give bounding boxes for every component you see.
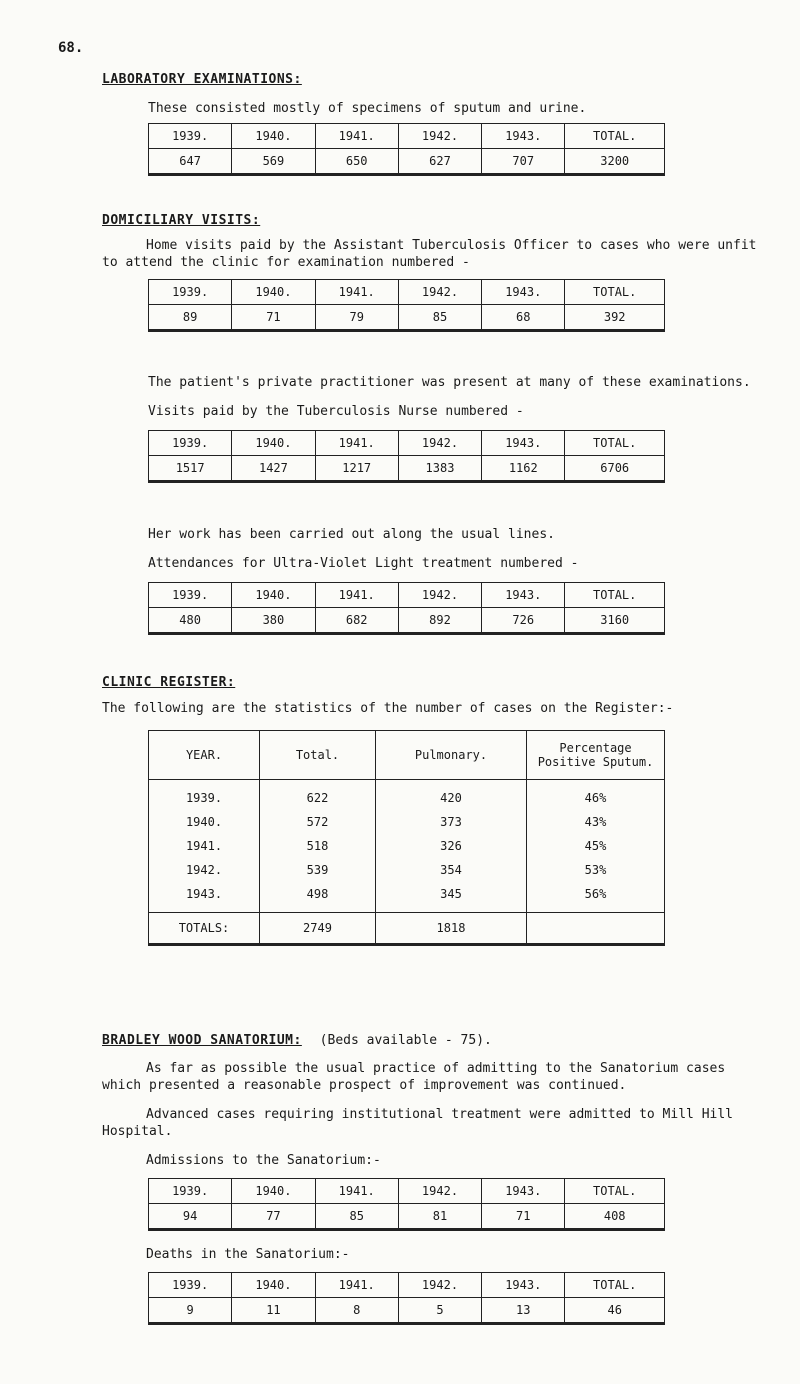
- year-cell: 1939.: [149, 780, 260, 811]
- nurse-visits-table: [148, 430, 665, 483]
- header-cell: 1943.: [482, 583, 565, 608]
- header-cell: TOTAL.: [565, 280, 665, 305]
- header-cell: 1943.: [482, 124, 565, 149]
- value-cell: 5: [398, 1298, 481, 1324]
- value-cell: 707: [482, 149, 565, 175]
- value-cell: 46: [565, 1298, 665, 1324]
- value-cell: 682: [315, 608, 398, 634]
- percentage-cell: 46%: [527, 780, 665, 811]
- header-cell: 1939.: [149, 1179, 232, 1204]
- sanatorium-heading: BRADLEY WOOD SANATORIUM:: [102, 1033, 302, 1048]
- header-cell: 1940.: [232, 1273, 315, 1298]
- domiciliary-table: [148, 279, 665, 332]
- value-cell: 627: [398, 149, 481, 175]
- percentage-cell: 43%: [527, 810, 665, 834]
- page-number: 68.: [58, 40, 84, 56]
- header-cell: 1942.: [398, 280, 481, 305]
- sanatorium-para2-line2: Hospital.: [102, 1124, 173, 1139]
- year-header: YEAR.: [149, 731, 260, 780]
- year-cell: 1940.: [149, 810, 260, 834]
- header-cell: 1942.: [398, 124, 481, 149]
- pulmonary-header: Pulmonary.: [376, 731, 527, 780]
- deaths-table: [148, 1272, 665, 1325]
- value-cell: 1162: [482, 456, 565, 482]
- value-cell: 13: [482, 1298, 565, 1324]
- beds-available: (Beds available - 75).: [319, 1033, 492, 1048]
- header-cell: 1941.: [315, 431, 398, 456]
- pulmonary-cell: 420: [376, 780, 527, 811]
- value-cell: 392: [565, 305, 665, 331]
- year-cell: 1942.: [149, 858, 260, 882]
- sanatorium-heading-line: [102, 1032, 492, 1049]
- percentage-header: [527, 731, 665, 780]
- header-cell: TOTAL.: [565, 583, 665, 608]
- value-cell: 726: [482, 608, 565, 634]
- clinic-register-intro: The following are the statistics of the number of cases on the Register:-: [102, 701, 674, 716]
- value-cell: 81: [398, 1204, 481, 1230]
- value-cell: 647: [149, 149, 232, 175]
- nurse-visits-intro: Visits paid by the Tuberculosis Nurse numbered -: [148, 404, 524, 419]
- nurse-work-note: Her work has been carried out along the usual lines.: [148, 527, 555, 542]
- sanatorium-para1-line2: which presented a reasonable prospect of improvement was continued.: [102, 1078, 627, 1093]
- domiciliary-heading: DOMICILIARY VISITS:: [102, 213, 261, 228]
- header-cell: 1940.: [232, 431, 315, 456]
- value-cell: 11: [232, 1298, 315, 1324]
- value-cell: 89: [149, 305, 232, 331]
- header-cell: 1939.: [149, 280, 232, 305]
- percentage-cell: 56%: [527, 882, 665, 913]
- year-cell: 1943.: [149, 882, 260, 913]
- header-cell: 1941.: [315, 1273, 398, 1298]
- header-cell: 1942.: [398, 1273, 481, 1298]
- value-cell: 3200: [565, 149, 665, 175]
- admissions-intro: Admissions to the Sanatorium:-: [146, 1153, 381, 1168]
- header-cell: 1939.: [149, 1273, 232, 1298]
- clinic-register-heading: CLINIC REGISTER:: [102, 675, 236, 690]
- sanatorium-para1-line1: As far as possible the usual practice of admitting to the Sanatorium cases: [146, 1061, 726, 1076]
- value-cell: 79: [315, 305, 398, 331]
- header-cell: TOTAL.: [565, 124, 665, 149]
- value-cell: 569: [232, 149, 315, 175]
- value-cell: 3160: [565, 608, 665, 634]
- value-cell: 408: [565, 1204, 665, 1230]
- value-cell: 9: [149, 1298, 232, 1324]
- value-cell: 1383: [398, 456, 481, 482]
- header-cell: 1941.: [315, 1179, 398, 1204]
- header-cell: 1940.: [232, 1179, 315, 1204]
- percentage-header-line1: Percentage: [559, 741, 632, 755]
- total-cell: 539: [260, 858, 376, 882]
- header-cell: 1942.: [398, 583, 481, 608]
- header-cell: 1941.: [315, 583, 398, 608]
- value-cell: 71: [482, 1204, 565, 1230]
- ultra-violet-intro: Attendances for Ultra-Violet Light treatment numbered -: [148, 556, 579, 571]
- header-cell: 1943.: [482, 431, 565, 456]
- private-practitioner-note: The patient's private practitioner was present at many of these examinations.: [148, 375, 751, 390]
- value-cell: 94: [149, 1204, 232, 1230]
- value-cell: 892: [398, 608, 481, 634]
- value-cell: 1217: [315, 456, 398, 482]
- totals-total: 2749: [260, 913, 376, 945]
- value-cell: 6706: [565, 456, 665, 482]
- totals-label: TOTALS:: [149, 913, 260, 945]
- percentage-header-line2: Positive Sputum.: [537, 755, 654, 769]
- pulmonary-cell: 354: [376, 858, 527, 882]
- domiciliary-intro-line1: Home visits paid by the Assistant Tuberculosis Officer to cases who were unfit: [146, 238, 757, 253]
- header-cell: 1939.: [149, 124, 232, 149]
- header-cell: 1940.: [232, 583, 315, 608]
- header-cell: 1939.: [149, 583, 232, 608]
- header-cell: 1941.: [315, 280, 398, 305]
- value-cell: 71: [232, 305, 315, 331]
- value-cell: 1427: [232, 456, 315, 482]
- total-cell: 572: [260, 810, 376, 834]
- header-cell: 1942.: [398, 1179, 481, 1204]
- admissions-table: [148, 1178, 665, 1231]
- header-cell: 1943.: [482, 280, 565, 305]
- header-cell: TOTAL.: [565, 431, 665, 456]
- sanatorium-para2-line1: Advanced cases requiring institutional treatment were admitted to Mill Hill: [146, 1107, 733, 1122]
- header-cell: 1939.: [149, 431, 232, 456]
- header-cell: 1942.: [398, 431, 481, 456]
- year-cell: 1941.: [149, 834, 260, 858]
- header-cell: 1940.: [232, 280, 315, 305]
- pulmonary-cell: 345: [376, 882, 527, 913]
- total-cell: 498: [260, 882, 376, 913]
- value-cell: 85: [315, 1204, 398, 1230]
- total-header: Total.: [260, 731, 376, 780]
- pulmonary-cell: 326: [376, 834, 527, 858]
- domiciliary-intro-line2: to attend the clinic for examination numbered -: [102, 255, 470, 270]
- deaths-intro: Deaths in the Sanatorium:-: [146, 1247, 350, 1262]
- laboratory-heading: LABORATORY EXAMINATIONS:: [102, 72, 302, 87]
- header-cell: 1941.: [315, 124, 398, 149]
- value-cell: 480: [149, 608, 232, 634]
- header-cell: 1940.: [232, 124, 315, 149]
- value-cell: 77: [232, 1204, 315, 1230]
- percentage-cell: 53%: [527, 858, 665, 882]
- value-cell: 380: [232, 608, 315, 634]
- total-cell: 518: [260, 834, 376, 858]
- value-cell: 650: [315, 149, 398, 175]
- header-cell: 1943.: [482, 1179, 565, 1204]
- clinic-register-table: [148, 730, 665, 946]
- percentage-cell: 45%: [527, 834, 665, 858]
- total-cell: 622: [260, 780, 376, 811]
- ultra-violet-table: [148, 582, 665, 635]
- totals-percentage: [527, 913, 665, 945]
- value-cell: 1517: [149, 456, 232, 482]
- value-cell: 68: [482, 305, 565, 331]
- header-cell: TOTAL.: [565, 1273, 665, 1298]
- value-cell: 85: [398, 305, 481, 331]
- header-cell: TOTAL.: [565, 1179, 665, 1204]
- laboratory-intro: These consisted mostly of specimens of sputum and urine.: [148, 101, 587, 116]
- laboratory-table: [148, 123, 665, 176]
- header-cell: 1943.: [482, 1273, 565, 1298]
- pulmonary-cell: 373: [376, 810, 527, 834]
- totals-pulmonary: 1818: [376, 913, 527, 945]
- value-cell: 8: [315, 1298, 398, 1324]
